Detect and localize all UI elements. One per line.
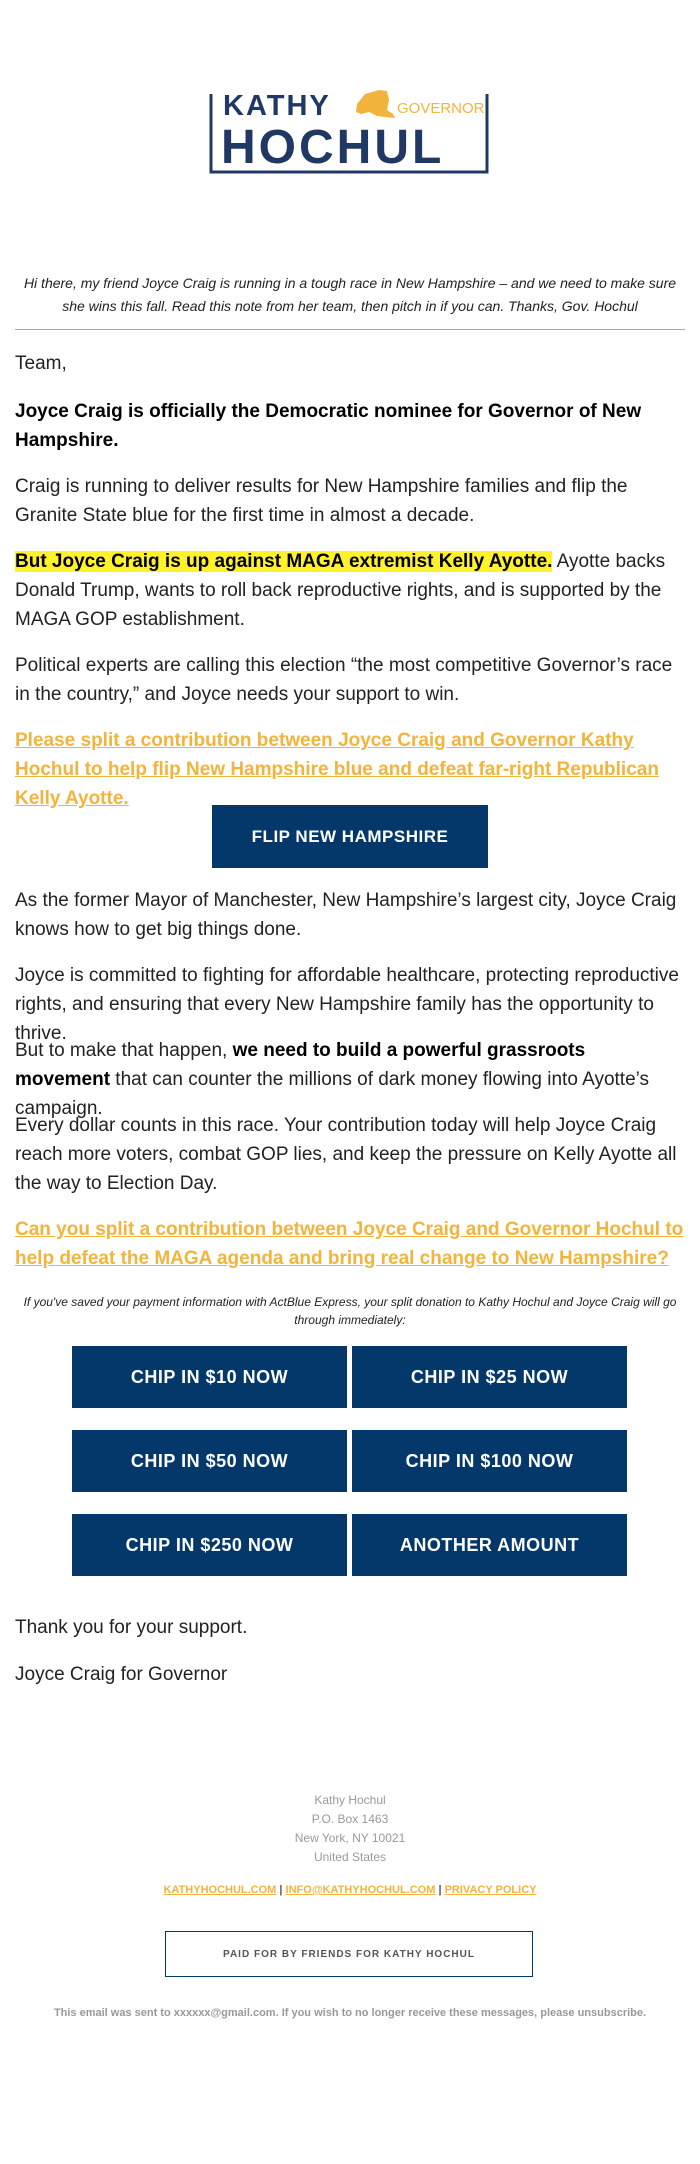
chip-in-250-button[interactable]: CHIP IN $250 NOW bbox=[72, 1514, 347, 1576]
signature: Joyce Craig for Governor bbox=[15, 1664, 228, 1685]
link-separator: | bbox=[279, 1884, 283, 1896]
chip-in-10-button[interactable]: CHIP IN $10 NOW bbox=[72, 1346, 347, 1408]
footer-country: United States bbox=[313, 1850, 387, 1864]
grassroots-pre: But to make that happen, bbox=[15, 1040, 233, 1061]
chip-in-50-button[interactable]: CHIP IN $50 NOW bbox=[72, 1430, 347, 1492]
link-separator: | bbox=[438, 1884, 442, 1896]
new-york-state-icon bbox=[356, 90, 395, 118]
mayor-paragraph: As the former Mayor of Manchester, New Hampshire’s largest city, Joyce Craig knows how to get big things done. bbox=[15, 890, 677, 940]
unsubscribe-notice[interactable]: This email was sent to xxxxxx@gmail.com. If you wish to no longer receive these messages, please unsubscribe. bbox=[53, 2007, 647, 2019]
experts-paragraph: Political experts are calling this election “the most competitive Governor’s race in the country,” and Joyce needs your support to win. bbox=[15, 655, 673, 705]
opponent-paragraph bbox=[15, 547, 685, 634]
logo-first-name: KATHY bbox=[223, 90, 331, 122]
footer-city: New York, NY 10021 bbox=[294, 1831, 406, 1845]
nominee-heading: Joyce Craig is officially the Democratic nominee for Governor of New Hampshire. bbox=[15, 401, 642, 451]
chip-in-25-button[interactable]: CHIP IN $25 NOW bbox=[352, 1346, 627, 1408]
divider bbox=[15, 329, 685, 330]
greeting: Team, bbox=[15, 353, 67, 374]
grassroots-paragraph bbox=[15, 1036, 685, 1123]
email-link[interactable]: INFO@KATHYHOCHUL.COM bbox=[285, 1884, 436, 1896]
flip-new-hampshire-button[interactable]: FLIP NEW HAMPSHIRE bbox=[212, 805, 488, 868]
hochul-logo bbox=[209, 82, 489, 174]
another-amount-button[interactable]: ANOTHER AMOUNT bbox=[352, 1514, 627, 1576]
logo-office: GOVERNOR bbox=[397, 100, 485, 117]
footer-po-box: P.O. Box 1463 bbox=[311, 1812, 389, 1826]
website-link[interactable]: KATHYHOCHUL.COM bbox=[163, 1884, 277, 1896]
results-paragraph: Craig is running to deliver results for New Hampshire families and flip the Granite State blue for the first time in almost a decade. bbox=[15, 476, 628, 526]
thank-you: Thank you for your support. bbox=[15, 1617, 248, 1638]
logo-last-name: HOCHUL bbox=[221, 121, 445, 174]
grassroots-post: that can counter the millions of dark money flowing into Ayotte’s campaign. bbox=[15, 1069, 650, 1119]
split-contribution-link-2[interactable]: Can you split a contribution between Joyce Craig and Governor Hochul to help defeat the MAGA agenda and bring real change to New Hampshire? bbox=[15, 1219, 684, 1269]
every-dollar-paragraph: Every dollar counts in this race. Your contribution today will help Joyce Craig reach more voters, combat GOP lies, and keep the pressure on Kelly Ayotte all the way to Election Day. bbox=[15, 1115, 677, 1194]
footer-name: Kathy Hochul bbox=[314, 1793, 386, 1807]
highlighted-text: But Joyce Craig is up against MAGA extremist Kelly Ayotte. bbox=[15, 551, 553, 572]
privacy-policy-link[interactable]: PRIVACY POLICY bbox=[444, 1884, 537, 1896]
chip-in-100-button[interactable]: CHIP IN $100 NOW bbox=[352, 1430, 627, 1492]
opponent-text: Ayotte backs Donald Trump, wants to roll back reproductive rights, and is supported by the MAGA GOP establishment. bbox=[15, 551, 666, 630]
split-contribution-link[interactable]: Please split a contribution between Joyce Craig and Governor Kathy Hochul to help flip New Hampshire blue and defeat far-right Republican Kelly Ayotte. bbox=[15, 730, 659, 809]
committed-paragraph: Joyce is committed to fighting for affordable healthcare, protecting reproductive rights, and ensuring that every New Hampshire family has the opportunity to thrive. bbox=[15, 965, 679, 1044]
footer-links bbox=[0, 1884, 700, 1896]
grassroots-bold: we need to build a powerful grassroots movement bbox=[15, 1040, 586, 1090]
intro-note: Hi there, my friend Joyce Craig is running in a tough race in New Hampshire – and we need to make sure she wins this fall. Read this note from her team, then pitch in if you can. Thanks, Gov. Hochul bbox=[23, 275, 677, 314]
actblue-note: If you've saved your payment information with ActBlue Express, your split donation to Kathy Hochul and Joyce Craig will go through immediately: bbox=[23, 1295, 677, 1327]
paid-for-disclaimer: PAID FOR BY FRIENDS FOR KATHY HOCHUL bbox=[165, 1931, 533, 1977]
